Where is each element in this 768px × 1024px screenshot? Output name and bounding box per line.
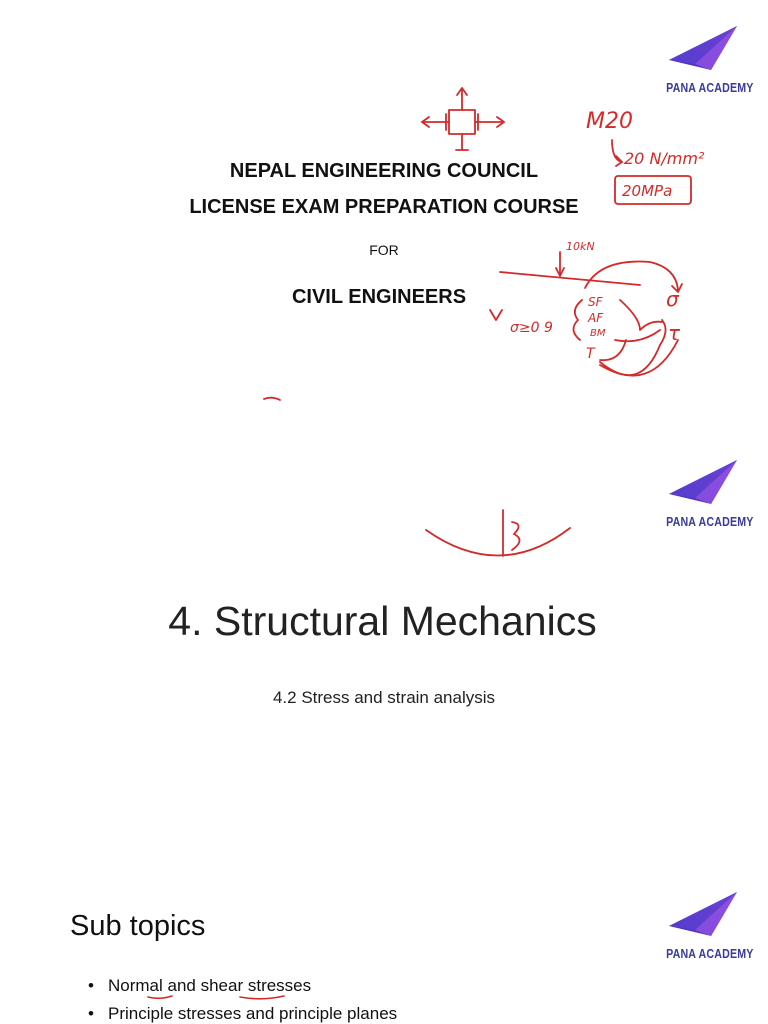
force-sf: SF — [588, 295, 603, 309]
chapter-title: 4. Structural Mechanics — [168, 598, 597, 644]
list-item: • Normal and shear stresses — [88, 974, 397, 1002]
slide-subtopics — [0, 860, 768, 1024]
stress-element-sketch — [449, 110, 475, 134]
for-label: FOR — [369, 242, 399, 258]
logo-text: PANA ACADEMY — [666, 80, 754, 95]
formula-note: σ≥0 9 — [510, 320, 553, 336]
force-bm: BM — [590, 328, 606, 339]
slide-title-page — [0, 0, 768, 430]
handwritten-underlines — [0, 860, 768, 1024]
council-title: NEPAL ENGINEERING COUNCIL — [229, 160, 539, 182]
force-af: AF — [588, 311, 604, 325]
logo-text: PANA ACADEMY — [666, 946, 754, 961]
section-subtitle: 4.2 Stress and strain analysis — [272, 688, 496, 707]
strength-label-1: 20 N/mm² — [624, 149, 705, 168]
logo-text: PANA ACADEMY — [666, 514, 754, 529]
grade-label: M20 — [586, 109, 633, 134]
load-label: 10kN — [566, 240, 595, 253]
slide-topic — [0, 430, 768, 860]
course-title: LICENSE EXAM PREPARATION COURSE — [189, 196, 579, 218]
list-item: • Principle stresses and principle planes — [88, 1002, 397, 1024]
audience-title: CIVIL ENGINEERS — [291, 286, 467, 308]
handwritten-arc — [0, 430, 768, 860]
subtopics-heading: Sub topics — [70, 910, 206, 942]
tau-symbol: τ — [668, 321, 681, 345]
strength-label-2: 20MPa — [622, 182, 673, 200]
sigma-symbol: σ — [666, 287, 679, 311]
handwritten-annotations — [0, 0, 768, 430]
force-t: T — [586, 346, 595, 362]
